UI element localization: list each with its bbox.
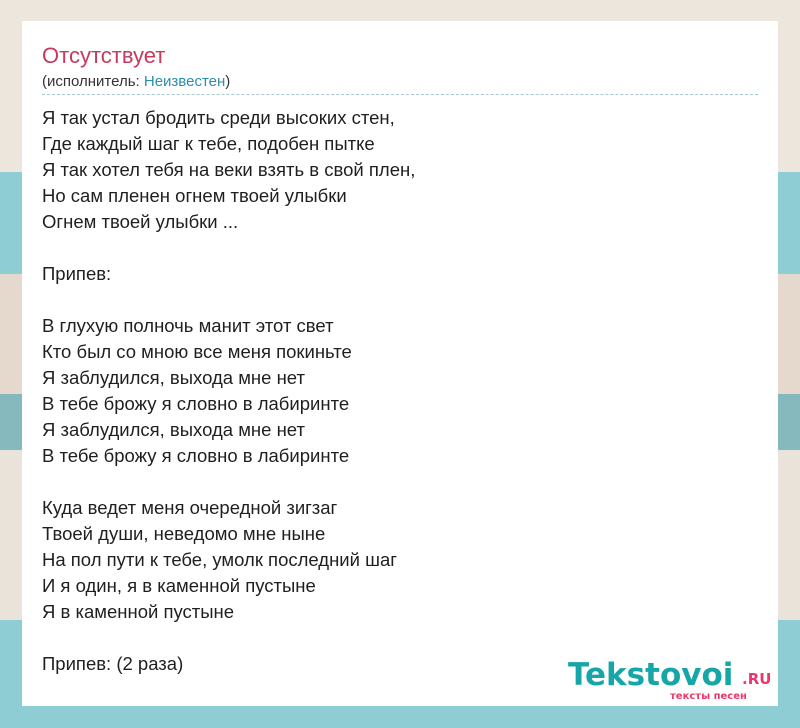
song-title: Отсутствует <box>42 43 166 68</box>
lyrics-line: Но сам пленен огнем твоей улыбки <box>42 185 347 206</box>
lyrics-line: Твоей души, неведомо мне ныне <box>42 523 326 544</box>
divider <box>42 94 758 95</box>
lyrics-line: На пол пути к тебе, умолк последний шаг <box>42 549 397 570</box>
logo-tagline: тексты песен <box>670 691 747 702</box>
lyrics-line: В тебе брожу я словно в лабиринте <box>42 393 350 414</box>
performer-prefix: (исполнитель: <box>42 73 144 90</box>
lyrics-line: Где каждый шаг к тебе, подобен пытке <box>42 133 375 154</box>
lyrics-line: Кто был со мною все меня покиньте <box>42 341 352 362</box>
lyrics-line: Куда ведет меня очередной зигзаг <box>42 497 338 518</box>
lyrics-line: Огнем твоей улыбки ... <box>42 211 239 232</box>
lyrics-line: Я так устал бродить среди высоких стен, <box>42 107 395 128</box>
lyrics-line: Припев: <box>42 263 112 284</box>
lyrics-line: Припев: (2 раза) <box>42 653 184 674</box>
logo-wordmark: Tekstovoi <box>568 657 734 693</box>
lyrics-text <box>42 105 758 677</box>
lyrics-blank-line <box>42 235 758 261</box>
lyrics-line: В тебе брожу я словно в лабиринте <box>42 445 350 466</box>
lyrics-line: В глухую полночь манит этот свет <box>42 315 334 336</box>
lyrics-line: Я так хотел тебя на веки взять в свой плен, <box>42 159 416 180</box>
logo-domain: .RU <box>742 670 772 688</box>
lyrics-line: Я заблудился, выхода мне нет <box>42 419 305 440</box>
lyrics-blank-line <box>42 625 758 651</box>
performer-suffix: ) <box>225 73 231 90</box>
lyrics-blank-line <box>42 469 758 495</box>
lyrics-blank-line <box>42 287 758 313</box>
lyrics-line: Я в каменной пустыне <box>42 601 235 622</box>
performer-line <box>42 73 230 90</box>
lyrics-line: Я заблудился, выхода мне нет <box>42 367 305 388</box>
lyrics-card <box>22 21 778 706</box>
performer-link[interactable]: Неизвестен <box>143 73 226 90</box>
site-logo[interactable] <box>568 657 778 705</box>
lyrics-line: И я один, я в каменной пустыне <box>42 575 316 596</box>
